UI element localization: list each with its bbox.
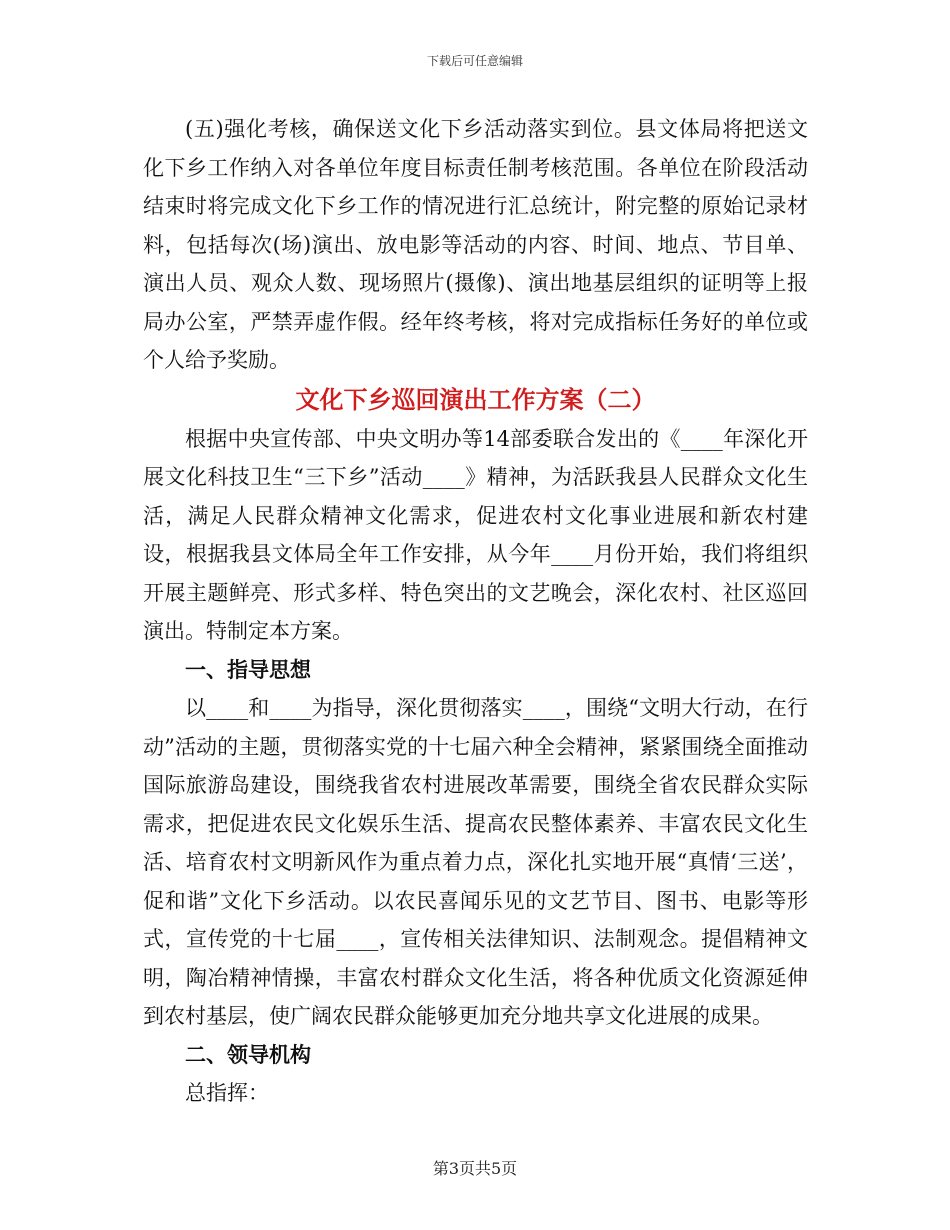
section-5-paragraph: (五)强化考核，确保送文化下乡活动落实到位。县文体局将把送文化下乡工作纳入对各单位年度目标责任制考核范围。各单位在阶段活动结束时将完成文化下乡工作的情况进行汇总统计，附完整的原始记录材料，包括每次(场)演出、放电影等活动的内容、时间、地点、节目单、演出人员、观众人数、现场照片(摄像)、演出地基层组织的证明等上报局办公室，严禁弄虚作假。经年终考核，将对完成指标任务好的单位或个人给予奖励。	[143, 117, 808, 372]
section-1-heading: 一、指导思想	[185, 656, 311, 682]
intro-paragraph: 根据中央宣传部、中央文明办等14部委联合发出的《____年深化开展文化科技卫生“三下乡”活动____》精神，为活跃我县人民群众文化生活，满足人民群众精神文化需求，促进农村文化事业进展和新农村建设，根据我县文体局全年工作安排，从今年____月份开始，我们将组织开展主题鲜亮、形式多样、特色突出的文艺晚会，深化农村、社区巡回演出。特制定本方案。	[143, 426, 808, 643]
section-1-paragraph: 以____和____为指导，深化贯彻落实____，围绕“文明大行动，在行动”活动的主题，贯彻落实党的十七届六种全会精神，紧紧围绕全面推动国际旅游岛建设，围绕我省农村进展改革需要，围绕全省农民群众实际需求，把促进农民文化娱乐生活、提高农民整体素养、丰富农民文化生活、培育农村文明新风作为重点着力点，深化扎实地开展“真情‘三送’，促和谐”文化下乡活动。以农民喜闻乐见的文艺节目、图书、电影等形式，宣传党的十七届____，宣传相关法律知识、法制观念。提倡精神文明，陶冶精神情操，丰富农村群众文化生活，将各种优质文化资源延伸到农村基层，使广阔农民群众能够更加充分地共享文化进展的成果。	[143, 696, 808, 1028]
document-title: 文化下乡巡回演出工作方案（二）	[295, 384, 656, 414]
document-body	[143, 110, 808, 1113]
page-header: 下载后可任意编辑	[426, 54, 523, 68]
section-2-item: 总指挥：	[185, 1081, 269, 1105]
section-2-heading: 二、领导机构	[185, 1041, 311, 1067]
page-footer: 第3页共5页	[432, 1159, 518, 1178]
